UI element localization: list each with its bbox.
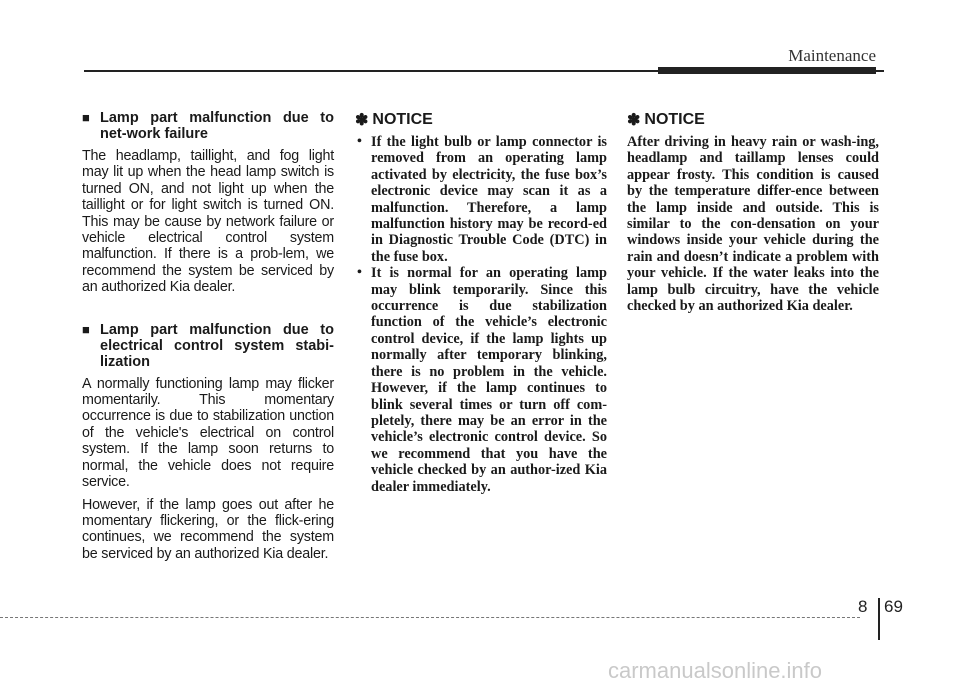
notice-star-icon: ✽ xyxy=(355,112,369,129)
list-item xyxy=(355,134,607,265)
footer-separator xyxy=(878,598,880,640)
notice-title: NOTICE xyxy=(644,111,705,128)
right-column xyxy=(627,110,879,314)
paragraph: The headlamp, taillight, and fog light may lit up when the head lamp switch is turned ON, and not light up when the taillight or for light switch is turned ON. This may be cause by network failure or vehicle electrical control system malfunction. If there is a prob-lem, we recommend the system be serviced by an authorized Kia dealer. xyxy=(82,148,334,296)
list-item-text: It is normal for an operating lamp may blink temporarily. Since this occurrence is due stabilization function of the vehicle’s electronic control device, if the lamp lights up normally after temporary blinking, there is no problem in the vehicle. However, if the lamp continues to blink several times or turn off com-pletely, there may be an error in the vehicle’s electronic control device. So we recommend that you have the vehicle checked by an author-ized Kia dealer immediately. xyxy=(371,265,607,495)
paragraph: After driving in heavy rain or wash-ing, headlamp and taillamp lenses could appear frosty. This condition is caused by the temperature differ-ence between the lamp inside and outside. This is similar to the con-densation on your windows inside your vehicle during the rain and doesn’t indicate a problem with your vehicle. If the water leaks into the lamp bulb circuitry, have the vehicle checked by an authorized Kia dealer. xyxy=(627,134,879,315)
header-rule-thick xyxy=(658,67,876,74)
middle-column xyxy=(355,110,607,495)
section-heading-text: Lamp part malfunction due to electrical control system stabi-lization xyxy=(100,321,334,370)
notice-title: NOTICE xyxy=(372,111,433,128)
paragraph: A normally functioning lamp may flicker momentarily. This momentary occurrence is due to stabilization unction of the vehicle's electrical on control system. If the lamp soon returns to normal, the vehicle does not require service. xyxy=(82,375,334,491)
footer-dashed-rule xyxy=(0,617,860,618)
watermark: carmanualsonline.info xyxy=(608,658,823,683)
page-number: 69 xyxy=(884,597,903,616)
square-bullet-icon: ■ xyxy=(82,110,90,125)
section-heading-text: Lamp part malfunction due to net-work failure xyxy=(100,110,334,142)
bullet-dot-icon: • xyxy=(357,134,362,149)
list-item xyxy=(355,265,607,495)
square-bullet-icon: ■ xyxy=(82,321,90,337)
chapter-number: 8 xyxy=(858,597,868,616)
left-column xyxy=(82,110,334,568)
notice-heading xyxy=(627,110,879,130)
section-heading-network xyxy=(82,110,334,142)
bullet-dot-icon: • xyxy=(357,265,362,281)
header-title: Maintenance xyxy=(788,46,876,65)
notice-heading xyxy=(355,110,607,130)
notice-star-icon: ✽ xyxy=(627,112,641,129)
paragraph: However, if the lamp goes out after he momentary flickering, or the flick-ering continues, we recommend the system be serviced by an authorized Kia dealer. xyxy=(82,496,334,562)
list-item-text: If the light bulb or lamp connector is removed from an operating lamp activated by electricity, the fuse box’s electronic device may scan it as a malfunction. Therefore, a lamp malfunction history may be record-ed in Diagnostic Trouble Code (DTC) in the fuse box. xyxy=(371,134,607,265)
section-heading-stabilization xyxy=(82,322,334,370)
